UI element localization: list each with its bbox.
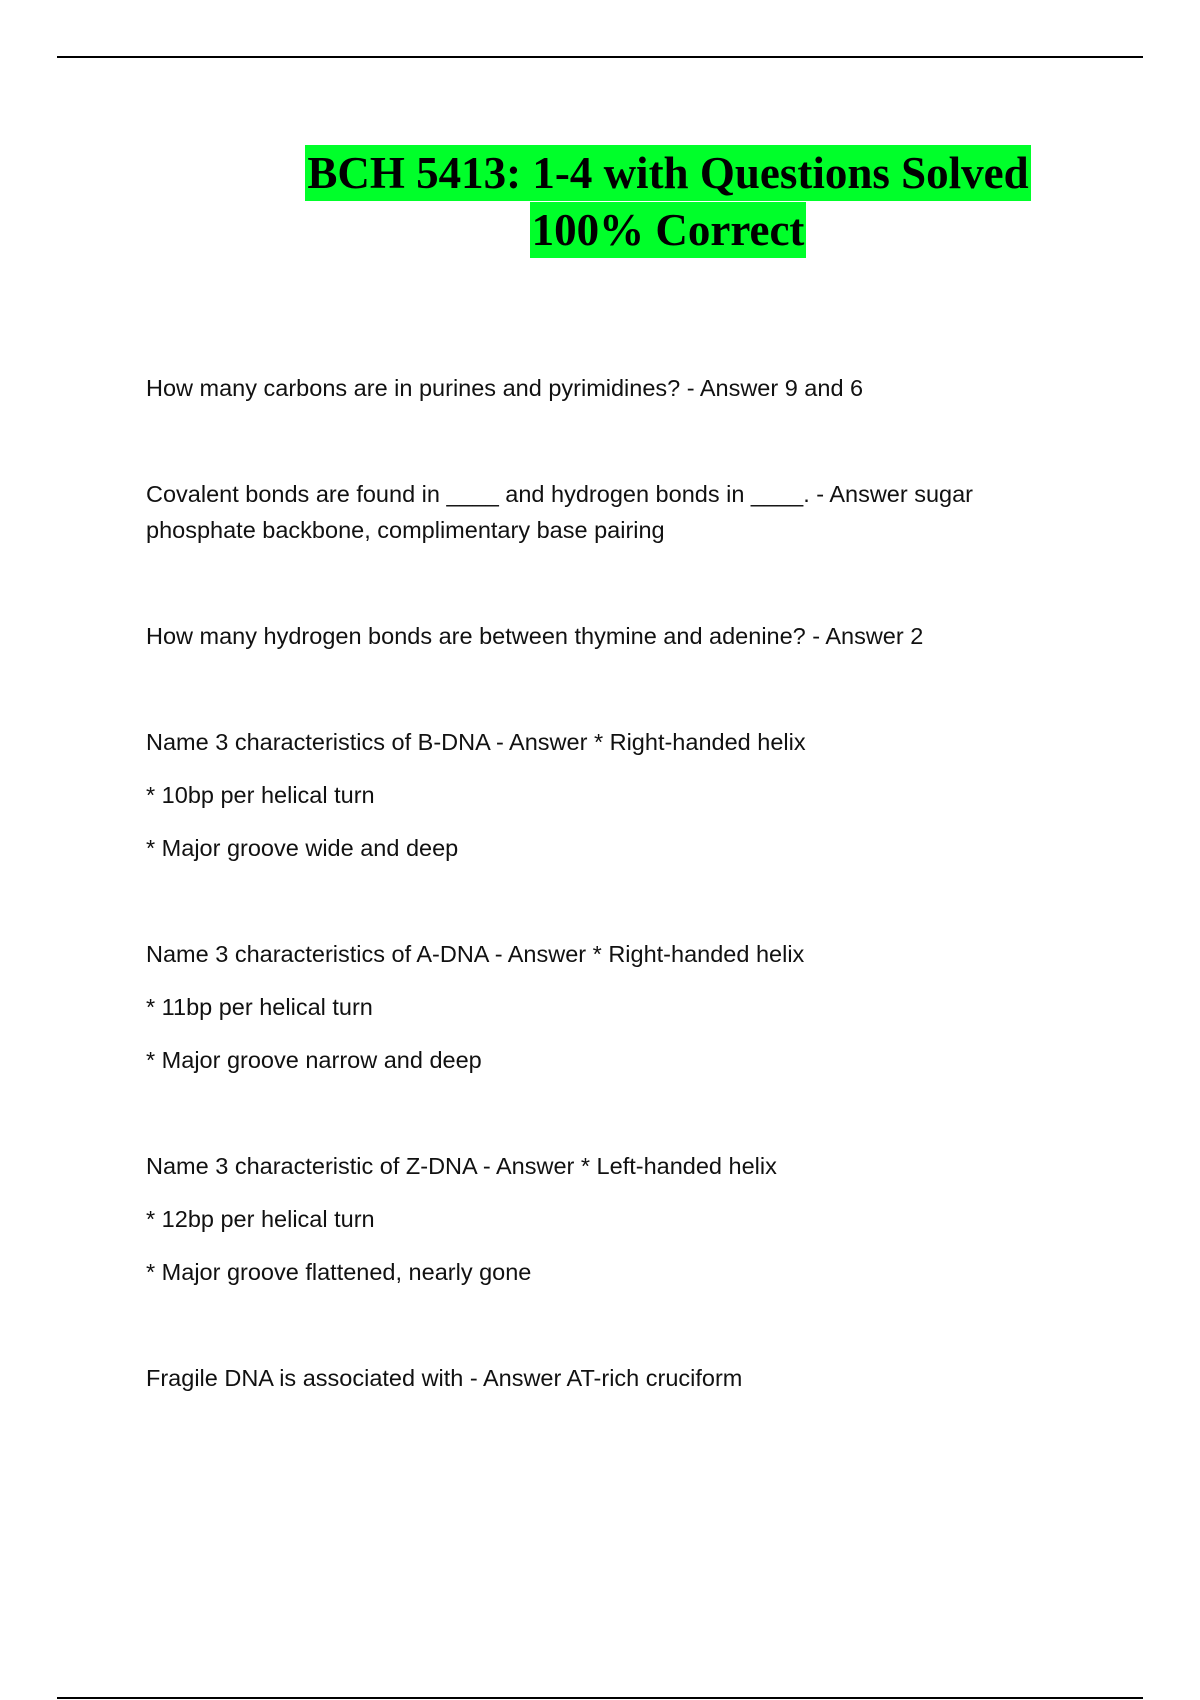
- top-rule: [57, 56, 1143, 58]
- question-answer-text: How many carbons are in purines and pyrimidines? - Answer 9 and 6: [146, 375, 864, 401]
- question-answer-text: How many hydrogen bonds are between thymine and adenine? - Answer 2: [146, 623, 924, 649]
- bullet-line: * Major groove narrow and deep: [146, 1047, 482, 1073]
- qa-item-hydrogen-bonds: [146, 618, 1086, 654]
- question-answer-text: Name 3 characteristics of A-DNA - Answer * Right-handed helix: [146, 941, 805, 967]
- title-line-1: BCH 5413: 1-4 with Questions Solved: [305, 145, 1030, 201]
- question-answer-text: Fragile DNA is associated with - Answer AT-rich cruciform: [146, 1365, 743, 1391]
- qa-item-purines: [146, 370, 1086, 406]
- qa-item-covalent-bonds: [146, 476, 1086, 548]
- document-title: [0, 145, 1200, 259]
- bottom-rule: [57, 1697, 1143, 1699]
- question-answer-text: Covalent bonds are found in ____ and hydrogen bonds in ____. - Answer sugar: [146, 481, 973, 507]
- qa-item-b-dna: [146, 724, 1086, 866]
- title-line-2: 100% Correct: [530, 202, 807, 258]
- bullet-line: * Major groove wide and deep: [146, 835, 459, 861]
- bullet-line: * Major groove flattened, nearly gone: [146, 1259, 532, 1285]
- question-answer-text: phosphate backbone, complimentary base pairing: [146, 517, 665, 543]
- question-answer-text: Name 3 characteristic of Z-DNA - Answer * Left-handed helix: [146, 1153, 777, 1179]
- question-answer-text: Name 3 characteristics of B-DNA - Answer * Right-handed helix: [146, 729, 806, 755]
- bullet-line: * 12bp per helical turn: [146, 1206, 375, 1232]
- bullet-line: * 11bp per helical turn: [146, 994, 373, 1020]
- bullet-line: * 10bp per helical turn: [146, 782, 375, 808]
- qa-item-fragile-dna: [146, 1360, 1086, 1396]
- qa-item-z-dna: [146, 1148, 1086, 1290]
- qa-list: [146, 370, 1086, 1396]
- qa-item-a-dna: [146, 936, 1086, 1078]
